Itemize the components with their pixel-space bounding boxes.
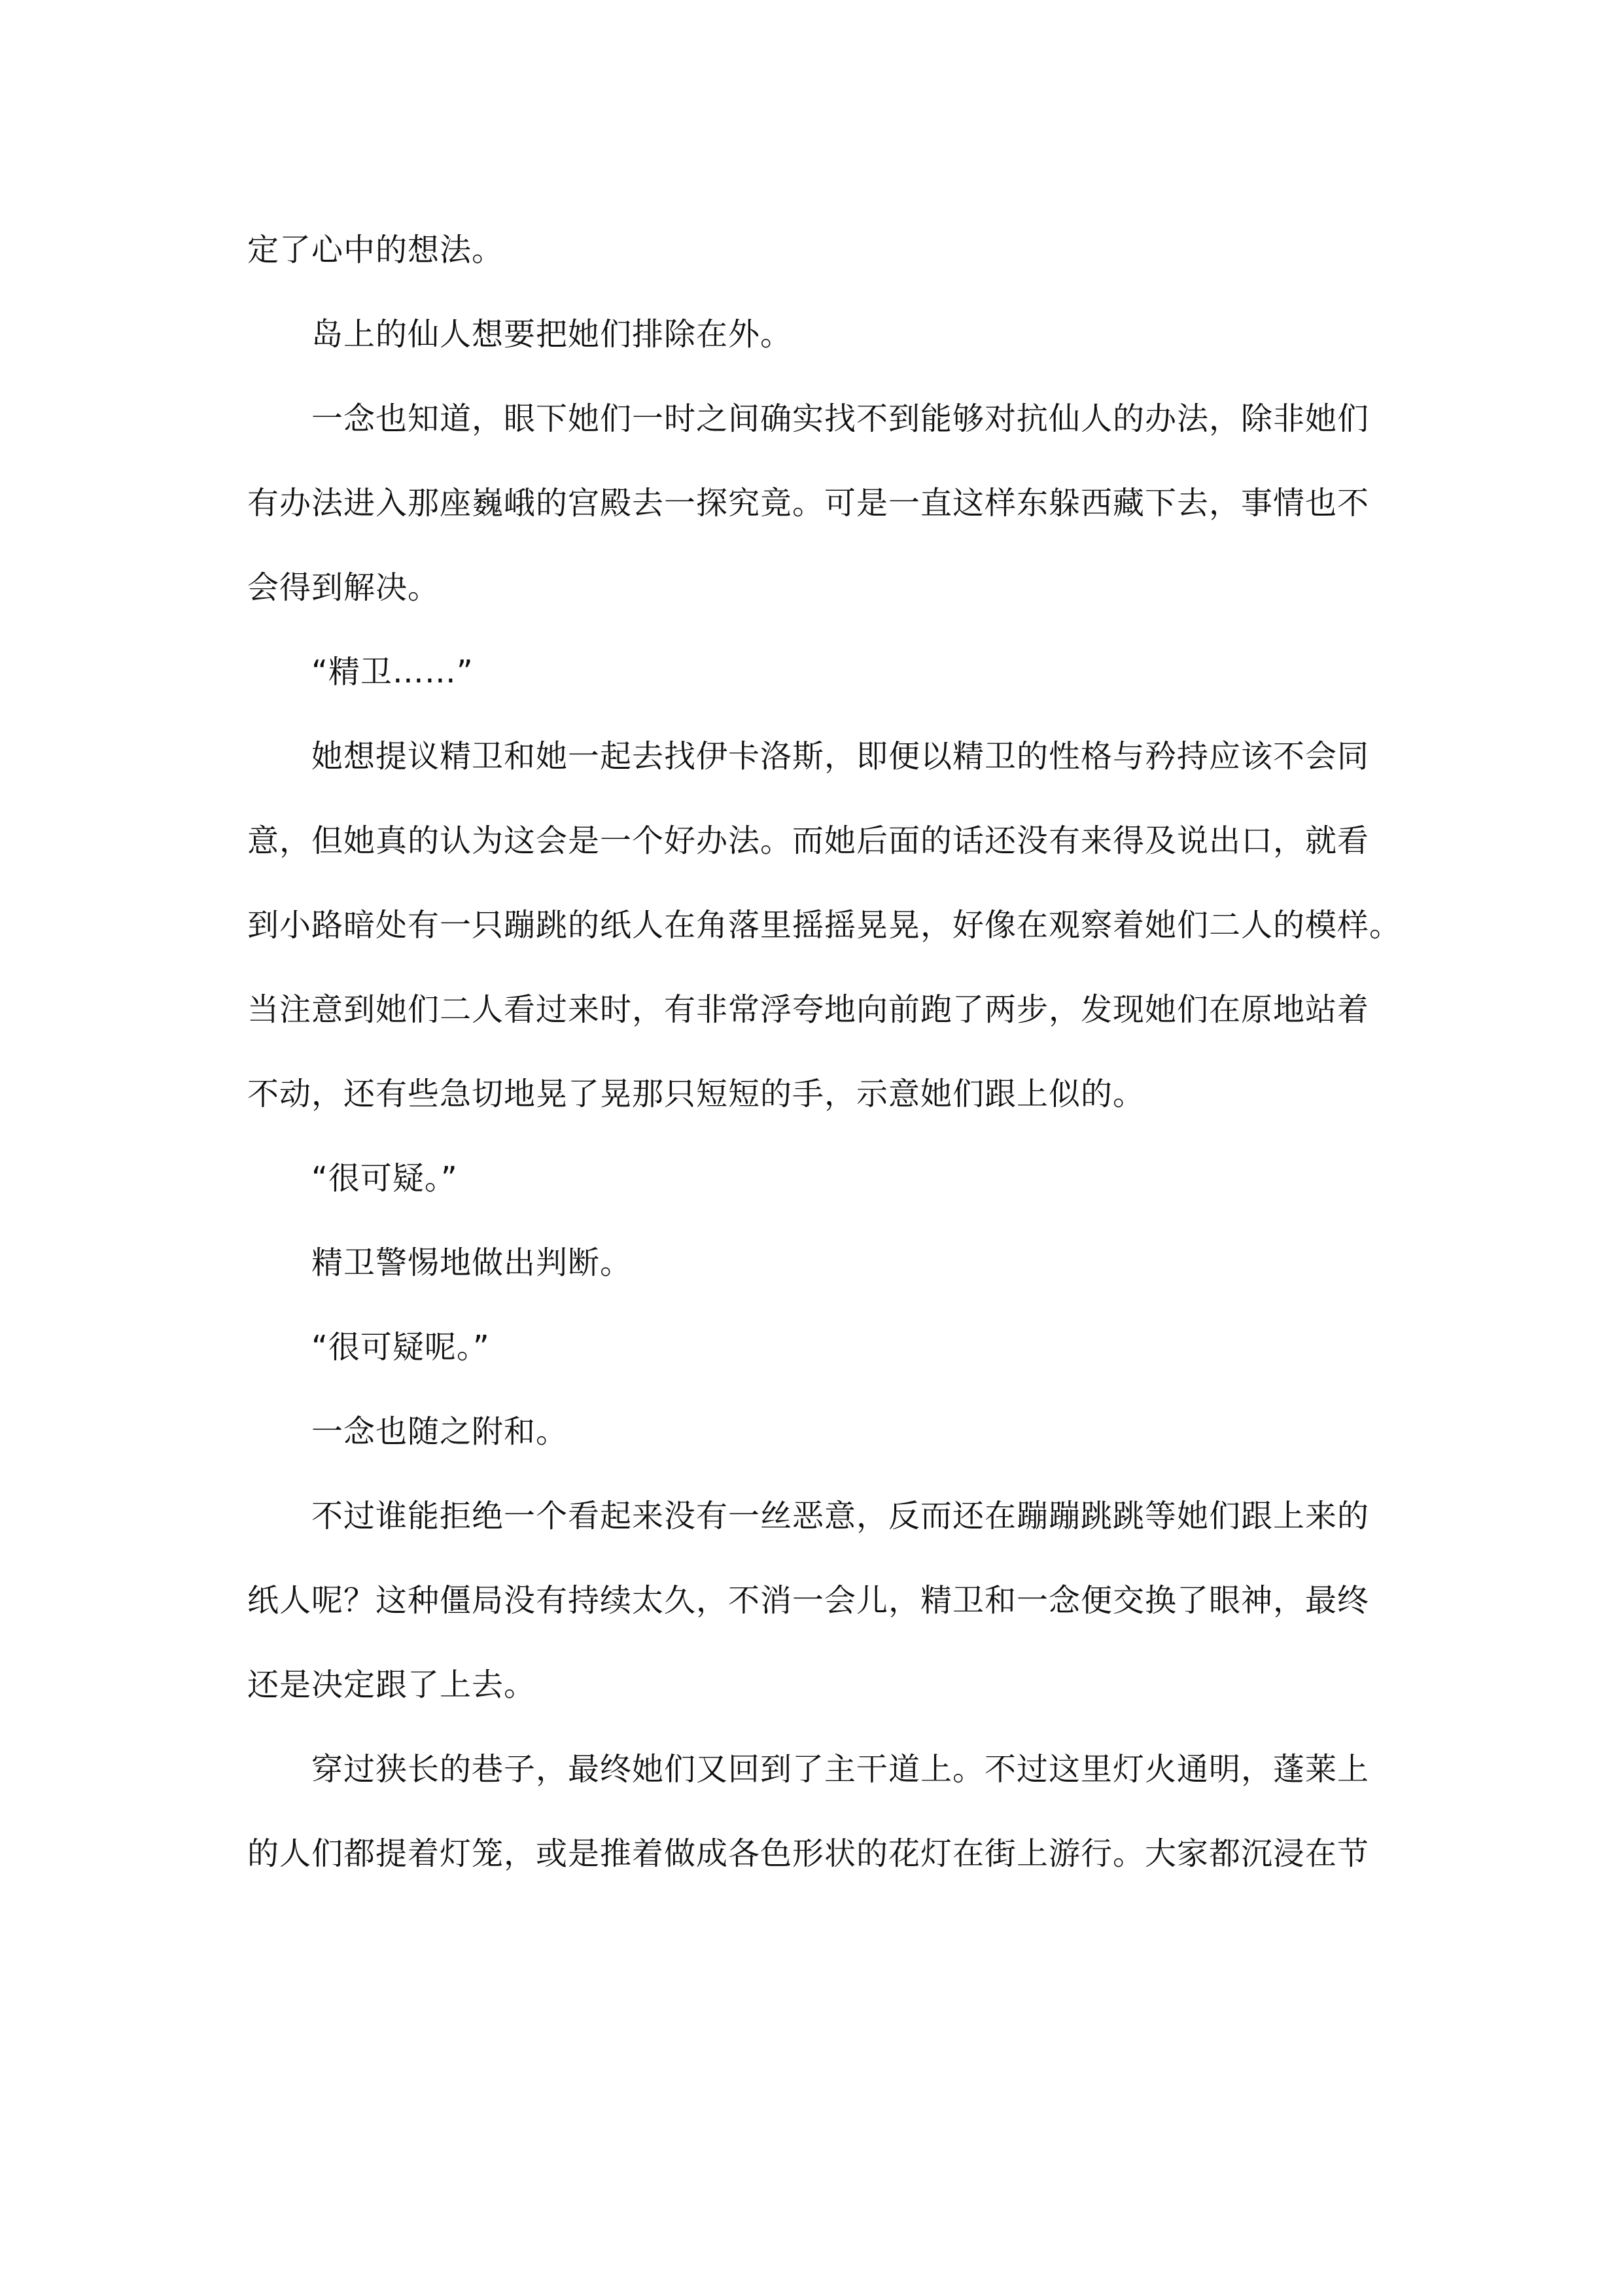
text-line: “很可疑。” <box>311 1160 458 1197</box>
text-line: 岛上的仙人想要把她们排除在外。 <box>311 316 793 353</box>
document-body <box>247 208 1402 1896</box>
text-line: 有办法进入那座巍峨的宫殿去一探究竟。可是一直这样东躲西藏下去，事情也不 <box>247 485 1370 521</box>
text-line: 不过谁能拒绝一个看起来没有一丝恶意，反而还在蹦蹦跳跳等她们跟上来的 <box>311 1498 1370 1534</box>
text-line: 还是决定跟了上去。 <box>247 1667 536 1703</box>
text-line: 当注意到她们二人看过来时，有非常浮夸地向前跑了两步，发现她们在原地站着 <box>247 991 1370 1028</box>
text-line: 一念也知道，眼下她们一时之间确实找不到能够对抗仙人的办法，除非她们 <box>311 400 1370 437</box>
text-line: 穿过狭长的巷子，最终她们又回到了主干道上。不过这里灯火通明，蓬莱上 <box>311 1751 1370 1788</box>
text-line: 到小路暗处有一只蹦跳的纸人在角落里摇摇晃晃，好像在观察着她们二人的模样。 <box>247 907 1402 944</box>
text-line: 精卫警惕地做出判断。 <box>311 1245 633 1281</box>
text-line: 纸人呢？这种僵局没有持续太久，不消一会儿，精卫和一念便交换了眼神，最终 <box>247 1582 1370 1619</box>
text-line: 的人们都提着灯笼，或是推着做成各色形状的花灯在街上游行。大家都沉浸在节 <box>247 1835 1370 1872</box>
text-line: 意，但她真的认为这会是一个好办法。而她后面的话还没有来得及说出口，就看 <box>247 822 1370 859</box>
text-line: “很可疑呢。” <box>311 1329 490 1366</box>
text-line: 会得到解决。 <box>247 569 440 606</box>
text-line: 定了心中的想法。 <box>247 232 504 268</box>
text-line: 不动，还有些急切地晃了晃那只短短的手，示意她们跟上似的。 <box>247 1076 1145 1112</box>
text-line: 她想提议精卫和她一起去找伊卡洛斯，即便以精卫的性格与矜持应该不会同 <box>311 738 1370 775</box>
text-line: “精卫……” <box>311 654 474 690</box>
text-line: 一念也随之附和。 <box>311 1413 568 1450</box>
